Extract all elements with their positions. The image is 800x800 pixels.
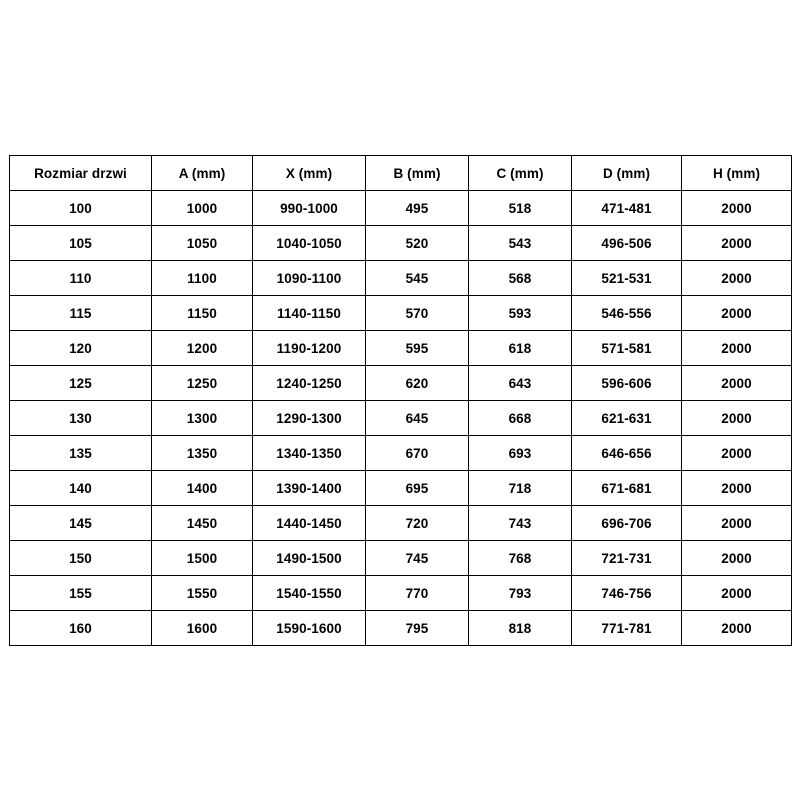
- cell-c: 668: [469, 401, 572, 436]
- table-header-row: [10, 156, 792, 191]
- table-row: [10, 261, 792, 296]
- cell-rozmiar-drzwi: 100: [10, 191, 152, 226]
- table-row: [10, 471, 792, 506]
- cell-x: 990-1000: [253, 191, 366, 226]
- cell-a: 1500: [152, 541, 253, 576]
- cell-c: 818: [469, 611, 572, 646]
- cell-b: 595: [366, 331, 469, 366]
- cell-b: 695: [366, 471, 469, 506]
- table-row: [10, 401, 792, 436]
- table-header: [10, 156, 792, 191]
- cell-x: 1140-1150: [253, 296, 366, 331]
- cell-a: 1300: [152, 401, 253, 436]
- cell-rozmiar-drzwi: 135: [10, 436, 152, 471]
- cell-rozmiar-drzwi: 110: [10, 261, 152, 296]
- cell-b: 545: [366, 261, 469, 296]
- cell-b: 670: [366, 436, 469, 471]
- cell-c: 618: [469, 331, 572, 366]
- cell-x: 1290-1300: [253, 401, 366, 436]
- table-row: [10, 541, 792, 576]
- cell-c: 593: [469, 296, 572, 331]
- cell-h: 2000: [682, 436, 792, 471]
- cell-b: 745: [366, 541, 469, 576]
- cell-c: 568: [469, 261, 572, 296]
- cell-a: 1000: [152, 191, 253, 226]
- cell-b: 720: [366, 506, 469, 541]
- cell-a: 1550: [152, 576, 253, 611]
- cell-d: 521-531: [572, 261, 682, 296]
- cell-rozmiar-drzwi: 120: [10, 331, 152, 366]
- table-row: [10, 576, 792, 611]
- cell-d: 771-781: [572, 611, 682, 646]
- cell-a: 1200: [152, 331, 253, 366]
- column-header-d: D (mm): [572, 156, 682, 191]
- cell-d: 746-756: [572, 576, 682, 611]
- cell-d: 671-681: [572, 471, 682, 506]
- cell-h: 2000: [682, 261, 792, 296]
- column-header-c: C (mm): [469, 156, 572, 191]
- cell-c: 768: [469, 541, 572, 576]
- cell-c: 718: [469, 471, 572, 506]
- cell-d: 546-556: [572, 296, 682, 331]
- cell-h: 2000: [682, 226, 792, 261]
- cell-h: 2000: [682, 611, 792, 646]
- cell-x: 1090-1100: [253, 261, 366, 296]
- table-row: [10, 226, 792, 261]
- table-row: [10, 366, 792, 401]
- table-row: [10, 296, 792, 331]
- cell-x: 1240-1250: [253, 366, 366, 401]
- table-body: [10, 191, 792, 646]
- column-header-a: A (mm): [152, 156, 253, 191]
- cell-h: 2000: [682, 331, 792, 366]
- cell-x: 1490-1500: [253, 541, 366, 576]
- table-row: [10, 506, 792, 541]
- cell-x: 1590-1600: [253, 611, 366, 646]
- cell-b: 645: [366, 401, 469, 436]
- cell-b: 795: [366, 611, 469, 646]
- cell-rozmiar-drzwi: 140: [10, 471, 152, 506]
- cell-rozmiar-drzwi: 150: [10, 541, 152, 576]
- cell-c: 743: [469, 506, 572, 541]
- column-header-b: B (mm): [366, 156, 469, 191]
- cell-h: 2000: [682, 506, 792, 541]
- cell-d: 696-706: [572, 506, 682, 541]
- cell-a: 1350: [152, 436, 253, 471]
- cell-rozmiar-drzwi: 145: [10, 506, 152, 541]
- cell-b: 495: [366, 191, 469, 226]
- cell-x: 1540-1550: [253, 576, 366, 611]
- cell-x: 1190-1200: [253, 331, 366, 366]
- cell-rozmiar-drzwi: 155: [10, 576, 152, 611]
- cell-a: 1050: [152, 226, 253, 261]
- cell-h: 2000: [682, 296, 792, 331]
- cell-c: 643: [469, 366, 572, 401]
- cell-x: 1340-1350: [253, 436, 366, 471]
- cell-h: 2000: [682, 401, 792, 436]
- cell-a: 1250: [152, 366, 253, 401]
- cell-h: 2000: [682, 541, 792, 576]
- size-table-container: [9, 155, 791, 646]
- cell-d: 471-481: [572, 191, 682, 226]
- cell-c: 518: [469, 191, 572, 226]
- cell-x: 1040-1050: [253, 226, 366, 261]
- table-row: [10, 436, 792, 471]
- cell-x: 1390-1400: [253, 471, 366, 506]
- cell-b: 520: [366, 226, 469, 261]
- cell-c: 543: [469, 226, 572, 261]
- cell-rozmiar-drzwi: 130: [10, 401, 152, 436]
- cell-d: 646-656: [572, 436, 682, 471]
- cell-d: 571-581: [572, 331, 682, 366]
- cell-a: 1100: [152, 261, 253, 296]
- cell-d: 496-506: [572, 226, 682, 261]
- cell-b: 570: [366, 296, 469, 331]
- cell-x: 1440-1450: [253, 506, 366, 541]
- cell-rozmiar-drzwi: 115: [10, 296, 152, 331]
- cell-a: 1450: [152, 506, 253, 541]
- cell-d: 596-606: [572, 366, 682, 401]
- column-header-rozmiar-drzwi: Rozmiar drzwi: [10, 156, 152, 191]
- cell-h: 2000: [682, 471, 792, 506]
- cell-d: 621-631: [572, 401, 682, 436]
- cell-rozmiar-drzwi: 125: [10, 366, 152, 401]
- cell-h: 2000: [682, 576, 792, 611]
- table-row: [10, 191, 792, 226]
- column-header-x: X (mm): [253, 156, 366, 191]
- table-row: [10, 331, 792, 366]
- cell-rozmiar-drzwi: 160: [10, 611, 152, 646]
- cell-a: 1400: [152, 471, 253, 506]
- cell-rozmiar-drzwi: 105: [10, 226, 152, 261]
- cell-h: 2000: [682, 366, 792, 401]
- cell-b: 620: [366, 366, 469, 401]
- cell-h: 2000: [682, 191, 792, 226]
- cell-d: 721-731: [572, 541, 682, 576]
- cell-a: 1600: [152, 611, 253, 646]
- cell-a: 1150: [152, 296, 253, 331]
- table-row: [10, 611, 792, 646]
- column-header-h: H (mm): [682, 156, 792, 191]
- cell-c: 793: [469, 576, 572, 611]
- cell-b: 770: [366, 576, 469, 611]
- cell-c: 693: [469, 436, 572, 471]
- door-size-table: [9, 155, 792, 646]
